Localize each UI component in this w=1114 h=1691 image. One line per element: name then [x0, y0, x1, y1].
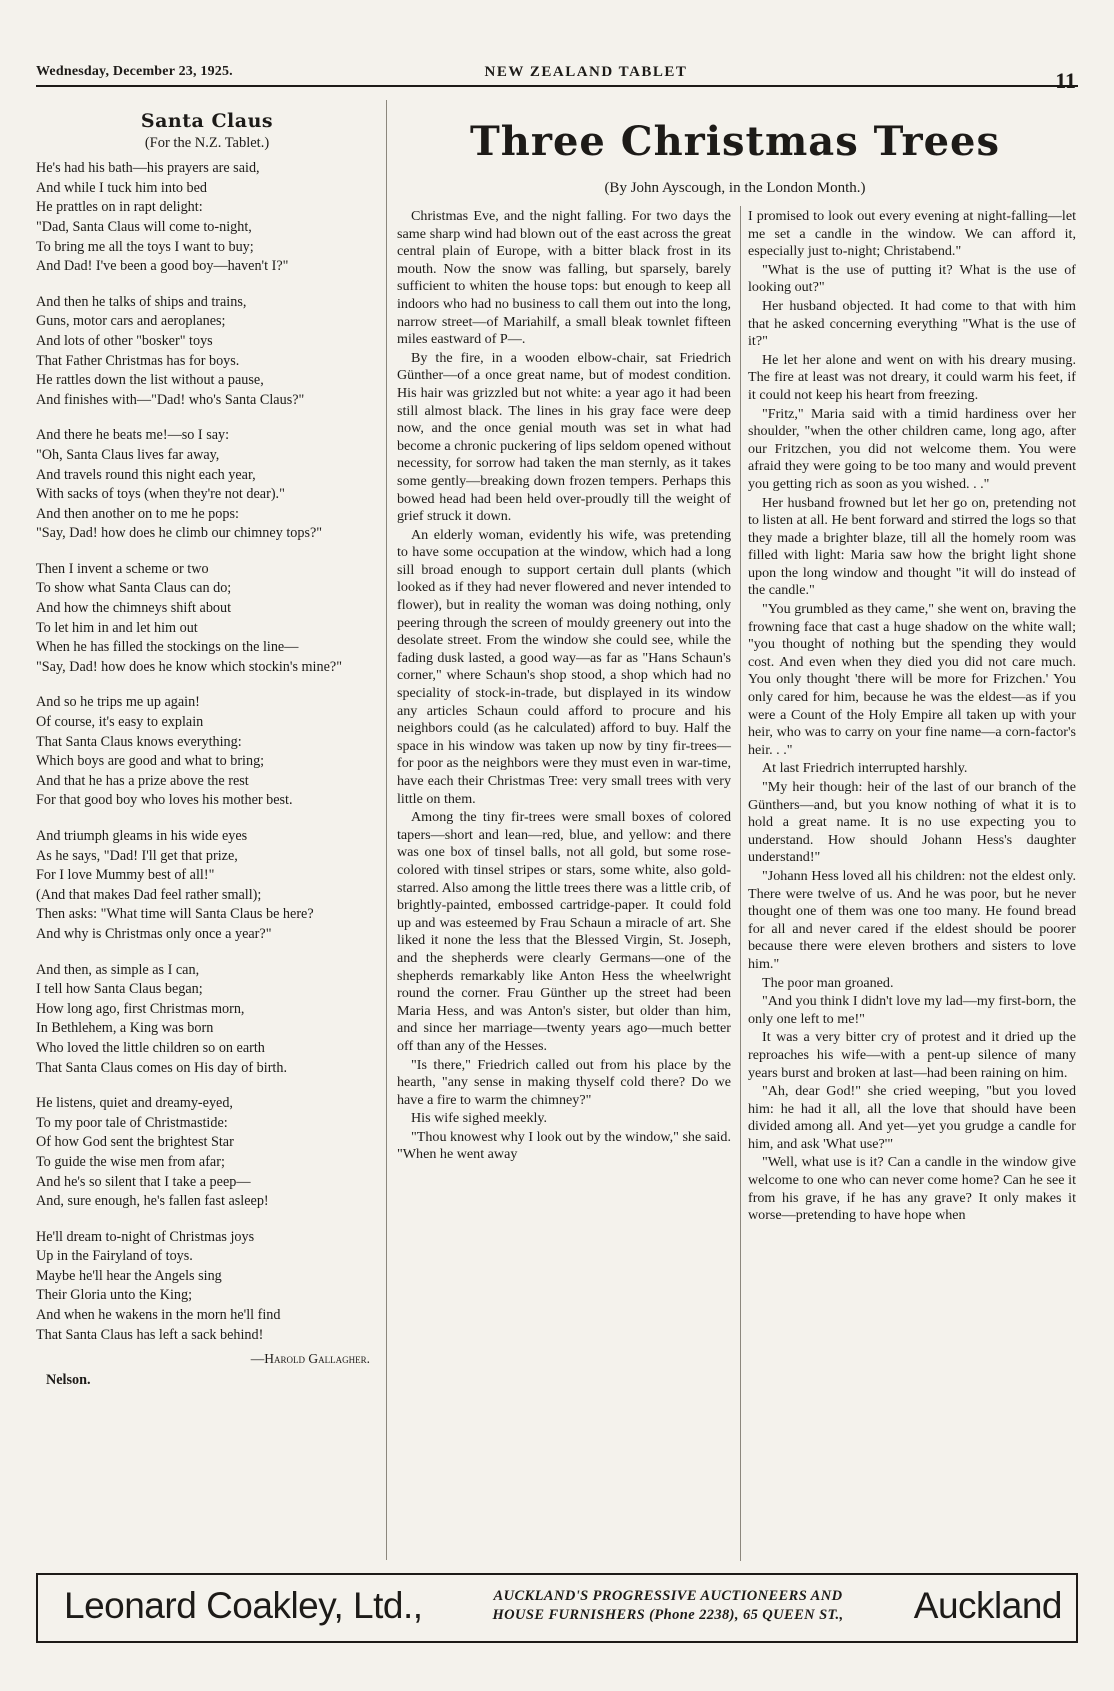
poem-line: And triumph gleams in his wide eyes — [36, 828, 248, 844]
poem-line: Of course, it's easy to explain — [36, 714, 204, 731]
poem-stanzas — [36, 159, 378, 1345]
poem-line: To show what Santa Claus can do; — [36, 580, 232, 597]
poem-line: Maybe he'll hear the Angels sing — [36, 1267, 222, 1284]
poem-line: And finishes with—"Dad! who's Santa Claus?" — [36, 391, 305, 408]
poem-line: Which boys are good and what to bring; — [36, 753, 265, 770]
poem-line: And while I tuck him into bed — [36, 179, 208, 196]
article-paragraph: "Is there," Friedrich called out from his place by the hearth, "any sense in making thyself cold there? Do we have a fire to warm the chimney?" — [397, 1056, 731, 1108]
poem-line: "Say, Dad! how does he climb our chimney tops?" — [36, 525, 323, 542]
poem-line: With sacks of toys (when they're not dear)." — [36, 486, 285, 503]
poem-line: "Dad, Santa Claus will come to-night, — [36, 218, 252, 235]
article-paragraph: His wife sighed meekly. — [411, 1110, 548, 1127]
article-paragraph: Her husband objected. It had come to that with him that he asked concerning everything "What is the use of it?" — [748, 297, 1076, 350]
poem-line: How long ago, first Christmas morn, — [36, 1000, 245, 1017]
poem-line: Who loved the little children so on earth — [36, 1039, 265, 1056]
article-column-right — [748, 208, 1076, 1226]
header-date: Wednesday, December 23, 1925. — [36, 64, 233, 79]
poem-line: For that good boy who loves his mother best. — [36, 792, 293, 809]
poem-stanza — [36, 961, 378, 1079]
poem-stanza — [36, 1228, 378, 1346]
poem-line: That Santa Claus comes on His day of birth. — [36, 1059, 287, 1076]
poem-line: And then, as simple as I can, — [36, 961, 200, 978]
poem-line: And how the chimneys shift about — [36, 600, 232, 617]
poem-column — [36, 96, 378, 1390]
poem-line: He's had his bath—his prayers are said, — [36, 160, 260, 177]
article-paragraph: "And you think I didn't love my lad—my first-born, the only one left to me!" — [748, 993, 1076, 1027]
header-rule — [36, 85, 1078, 87]
article-paragraph: "Fritz," Maria said with a timid hardiness over her shoulder, "when the other children came, long ago, after our Fritzchen, you did not welcome them. You were afraid they were going to be too many and would prevent you getting rich as soon as you wished. . ." — [748, 405, 1076, 492]
poem-line: And then he talks of ships and trains, — [36, 293, 247, 310]
poem-line: And so he trips me up again! — [36, 694, 200, 711]
poem-line: He prattles on in rapt delight: — [36, 199, 203, 216]
article-paragraph: At last Friedrich interrupted harshly. — [762, 760, 968, 777]
poem-line: Guns, motor cars and aeroplanes; — [36, 313, 226, 330]
ad-company-name: Leonard Coakley, Ltd., — [64, 1585, 423, 1626]
ad-description-line: AUCKLAND'S PROGRESSIVE AUCTIONEERS AND — [493, 1588, 843, 1604]
article-byline: (By John Ayscough, in the London Month.) — [604, 180, 866, 196]
article-paragraph: An elderly woman, evidently his wife, was pretending to have some occupation at the window, which had a long sill broad enough to support certain dull plants (which looked as if they had never flowered and never intended to flower), but in reality the woman was doing nothing, only peering through the screen of mouldy greenery out into the desolate street. From the window she could see, while the fading dusk lasted, a good way—as far as "Hans Schaun's corner," where Schaun's shop stood, a shop which had no speciality of stock-in-trade, but displayed in its window any articles Schaun could afford to procure and his neighbors could (as he calculated) afford to buy. Half the space in his window was taken up now by tiny fir-trees—for poor as the neighbors were they must even in war-time, have each their Christmas Tree: very small trees with very little on them. — [397, 526, 731, 807]
poem-line: And when he wakens in the morn he'll find — [36, 1307, 281, 1324]
poem-stanza — [36, 560, 378, 678]
poem-line: When he has filled the stockings on the line— — [36, 639, 299, 656]
poem-stanza — [36, 827, 378, 945]
poem-line: For I love Mummy best of all!" — [36, 867, 215, 884]
poem-line: (And that makes Dad feel rather small); — [36, 886, 262, 903]
poem-line: He rattles down the list without a pause, — [36, 372, 264, 389]
poem-line: And travels round this night each year, — [36, 466, 256, 483]
poem-stanza — [36, 159, 378, 277]
poem-line: That Santa Claus has left a sack behind! — [36, 1326, 264, 1343]
poem-line: That Santa Claus knows everything: — [36, 733, 242, 750]
poem-line: That Father Christmas has for boys. — [36, 352, 240, 369]
ad-description-line: HOUSE FURNISHERS (Phone 2238), 65 QUEEN ST., — [492, 1607, 844, 1623]
advertisement-banner — [36, 1573, 1078, 1643]
article-paragraph: "My heir though: heir of the last of our branch of the Günthers—and, but you know nothing of what it is to hold a great name. It is no use expecting you to understand. How should Johann Hess's daughter understand!" — [748, 779, 1076, 866]
poem-line: And then another on to me he pops: — [36, 505, 239, 522]
poem-line: And lots of other "bosker" toys — [36, 332, 213, 349]
article-paragraph: Christmas Eve, and the night falling. For two days the same sharp wind had blown out of the east across the great central plain of Europe, with a bitter black frost in its mouth. Now the snow was falling, but sparsely, barely sufficient to whiten the house tops: but enough to keep all indoors who had no business to call them out into the long, narrow street—of Mariahilf, a small bleak townlet fifteen miles eastward of P—. — [397, 208, 731, 348]
article-paragraph: I promised to look out every evening at night-falling—let me set a candle in the window. We can afford it, especially just to-night; Christabend." — [748, 208, 1076, 260]
article-paragraph: The poor man groaned. — [762, 974, 894, 991]
article-paragraph: By the fire, in a wooden elbow-chair, sat Friedrich Günther—of a once great name, but of modest condition. His hair was grizzled but not white: a year ago it had been still almost black. The lines in his gray face were deep now, and the once genial mouth was set in what had become a chronic puckering of lips seldom opened without necessity, for sorrow had taken the man sternly, as it takes some gently—breaking down frozen tempers. Perhaps this bowed head had been held over-proudly till the weight of grief struck it down. — [397, 349, 731, 525]
poem-line: Of how God sent the brightest Star — [36, 1134, 234, 1151]
poem-line: Then I invent a scheme or two — [36, 560, 209, 577]
column-divider-right — [740, 206, 741, 1561]
poem-stanza — [36, 1094, 378, 1212]
poem-stanza — [36, 293, 378, 411]
ad-description — [458, 1587, 878, 1625]
poem-line: Then asks: "What time will Santa Claus be here? — [36, 906, 314, 923]
column-divider-left — [386, 100, 387, 1560]
article-paragraph: He let her alone and went on with his dreary musing. The fire at least was not dreary, it could warm his feet, if it could not keep his heart from freezing. — [748, 351, 1076, 403]
article-paragraph: "Ah, dear God!" she cried weeping, "but you loved him: he had it all, all the love that should have been divided among all. And yet—yet you grudge a candle for him, and ask 'What use?'" — [748, 1083, 1076, 1152]
poem-line: And Dad! I've been a good boy—haven't I?" — [36, 258, 289, 275]
poem-line: "Oh, Santa Claus lives far away, — [36, 446, 220, 463]
poem-line: To guide the wise men from afar; — [36, 1153, 225, 1170]
article-paragraph: "Well, what use is it? Can a candle in the window give welcome to one who can never come home? Can he see it from his grave, if he has any grave? It only makes it worse—pretending to have hope when — [748, 1154, 1076, 1224]
poem-title: Santa Claus — [140, 110, 274, 132]
ad-city: Auckland — [913, 1585, 1062, 1626]
poem-line: And that he has a prize above the rest — [36, 772, 249, 789]
article-paragraph: "Thou knowest why I look out by the window," she said. "When he went away — [397, 1128, 731, 1163]
poem-line: And why is Christmas only once a year?" — [36, 925, 272, 942]
article-paragraph: "Johann Hess loved all his children: not the eldest only. There were twelve of us. And he was poor, but he never thought one of them was one too many. He found bread for all and never cared if the eldest should be poorer because there were eleven brothers and sisters to love him." — [748, 867, 1076, 972]
page-number: 11 — [1055, 68, 1076, 93]
poem-line: And he's so silent that I take a peep— — [36, 1173, 251, 1190]
publication-title: NEW ZEALAND TABLET — [484, 64, 688, 80]
poem-line: And there he beats me!—so I say: — [36, 427, 230, 444]
poem-place: Nelson. — [46, 1371, 91, 1388]
poem-stanza — [36, 426, 378, 544]
poem-subtitle: (For the N.Z. Tablet.) — [144, 134, 270, 151]
poem-line: To my poor tale of Christmastide: — [36, 1114, 228, 1131]
article-paragraph: Her husband frowned but let her go on, pretending not to listen at all. He bent forward and stirred the logs so that they made a brighter blaze, till all the homely room was filled with light: Maria saw how the bright light shone upon the long window and thought "it will do instead of the candle." — [748, 494, 1076, 599]
article-paragraph: "What is the use of putting it? What is the use of looking out?" — [748, 261, 1076, 296]
poem-stanza — [36, 693, 378, 811]
poem-line: As he says, "Dad! I'll get that prize, — [36, 847, 238, 864]
poem-line: Up in the Fairyland of toys. — [36, 1248, 193, 1265]
poem-line: I tell how Santa Claus began; — [36, 981, 203, 998]
poem-line: In Bethlehem, a King was born — [36, 1020, 214, 1037]
article-title: Three Christmas Trees — [470, 118, 1000, 165]
poem-line: "Say, Dad! how does he know which stockin's mine?" — [36, 658, 342, 675]
poem-line: He listens, quiet and dreamy-eyed, — [36, 1095, 233, 1112]
article-paragraph: It was a very bitter cry of protest and it dried up the reproaches his wife—with a pent-up silence of many years burst and broken at last—had been raining on him. — [748, 1029, 1076, 1081]
poem-line: And, sure enough, he's fallen fast asleep! — [36, 1193, 269, 1210]
article-column-middle — [397, 208, 731, 1165]
poem-line: To let him in and let him out — [36, 619, 198, 636]
poem-line: Their Gloria unto the King; — [36, 1287, 193, 1304]
poem-author: —Harold Gallagher. — [250, 1351, 370, 1367]
poem-line: He'll dream to-night of Christmas joys — [36, 1228, 255, 1245]
poem-line: To bring me all the toys I want to buy; — [36, 238, 254, 255]
article-paragraph: "You grumbled as they came," she went on, braving the frowning face that cast a huge shadow on the white wall; "you thought of nothing but the spending they would cost. And even when they died you did not care much. You only thought 'there will be more for Frizchen.' You only cared for him, because he was the eldest—as if you were a Count of the Holy Empire all taken up with your heir, who was to carry on your fine name—a corn-factor's heir. . ." — [748, 601, 1076, 758]
page-header — [36, 58, 1078, 92]
article-paragraph: Among the tiny fir-trees were small boxes of colored tapers—short and lean—red, blue, and yellow: and there was one box of tinsel balls, not all gold, but some rose-colored with tinsel stripes or stars, some white, also gold-starred. Also among the little trees there was a little crib, of brightly-painted, embossed cartridge-paper. It could fold up and was esteemed by Frau Schaun a miracle of art. She liked it none the less that the Blessed Virgin, St. Joseph, and the shepherds were clearly Germans—one of the shepherds remarkably like Anton Hess the wheelwright round the corner. Frau Günther up the street had been Maria Hess, and was Anton's sister, but older than him, and since her marriage—twenty years ago—much better off than any of the Hesses. — [397, 809, 731, 1054]
